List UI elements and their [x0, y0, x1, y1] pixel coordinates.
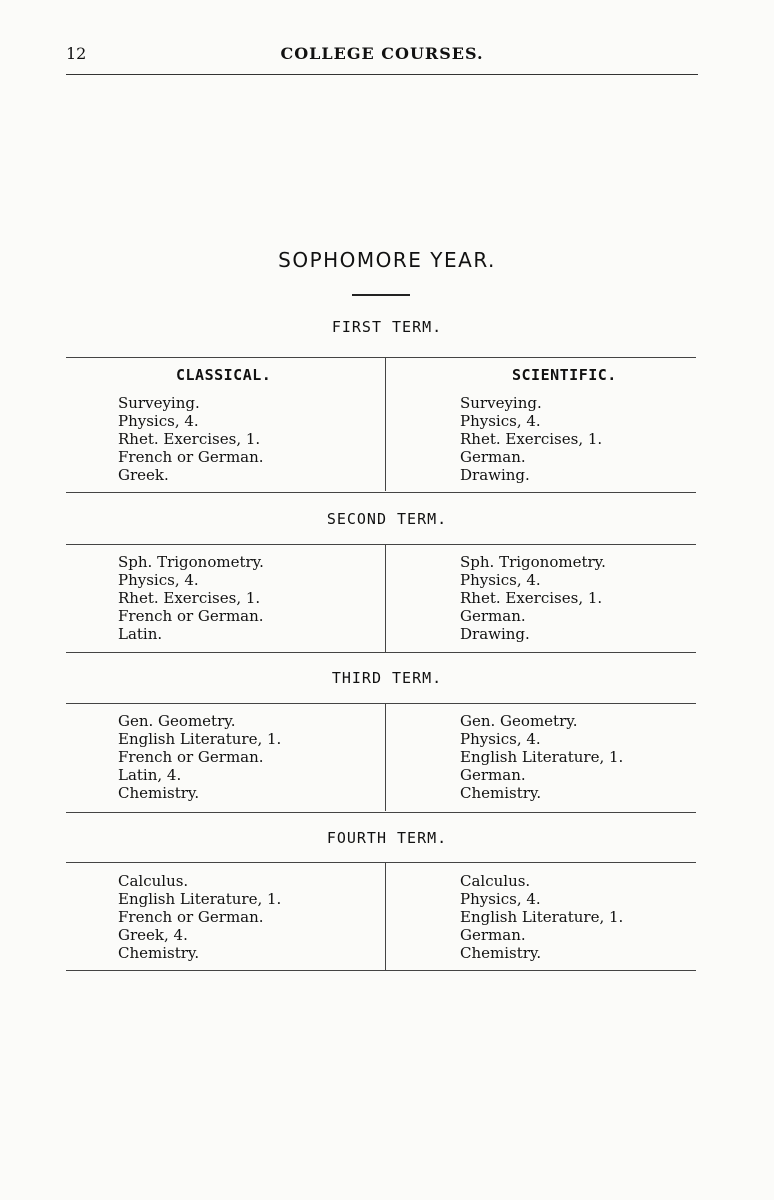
- column-header-scientific: SCIENTIFIC.: [512, 366, 617, 384]
- scientific-courses-second-term: [460, 553, 606, 643]
- course-item: Chemistry.: [118, 784, 200, 802]
- term-title-second: SECOND TERM.: [326, 510, 448, 528]
- table-rule: [66, 357, 696, 358]
- course-item: Surveying.: [460, 394, 542, 412]
- course-item: German.: [460, 448, 526, 466]
- course-item: Drawing.: [460, 625, 530, 643]
- course-item: Sph. Trigonometry.: [460, 553, 606, 571]
- column-divider: [385, 545, 386, 652]
- course-item: Sph. Trigonometry.: [118, 553, 264, 571]
- course-item: English Literature, 1.: [460, 908, 624, 926]
- table-rule: [66, 812, 696, 813]
- table-rule: [66, 492, 696, 493]
- course-item: French or German.: [118, 748, 264, 766]
- course-item: Physics, 4.: [118, 412, 199, 430]
- term-title-first: FIRST TERM.: [331, 318, 443, 336]
- course-item: German.: [460, 766, 526, 784]
- term-title-third: THIRD TERM.: [331, 669, 443, 687]
- course-item: Gen. Geometry.: [118, 712, 236, 730]
- course-item: Rhet. Exercises, 1.: [118, 589, 261, 607]
- course-item: English Literature, 1.: [118, 730, 282, 748]
- table-rule: [66, 862, 696, 863]
- course-item: Surveying.: [118, 394, 200, 412]
- header-title: COLLEGE COURSES.: [280, 44, 484, 63]
- course-item: Physics, 4.: [460, 890, 541, 908]
- classical-courses-second-term: [118, 553, 264, 643]
- course-item: Chemistry.: [460, 944, 542, 962]
- course-item: Latin, 4.: [118, 766, 182, 784]
- course-item: Calculus.: [460, 872, 531, 890]
- course-item: Physics, 4.: [118, 571, 199, 589]
- course-item: English Literature, 1.: [118, 890, 282, 908]
- classical-courses-fourth-term: [118, 872, 281, 962]
- course-item: Physics, 4.: [460, 412, 541, 430]
- course-item: Rhet. Exercises, 1.: [460, 589, 603, 607]
- ornamental-rule: [352, 294, 410, 296]
- course-item: French or German.: [118, 908, 264, 926]
- classical-courses-first-term: [118, 394, 264, 484]
- column-divider: [385, 704, 386, 811]
- course-item: Latin.: [118, 625, 163, 643]
- course-item: Gen. Geometry.: [460, 712, 578, 730]
- term-title-fourth: FOURTH TERM.: [326, 829, 448, 847]
- header-rule: [66, 74, 698, 75]
- scientific-courses-fourth-term: [460, 872, 623, 962]
- table-rule: [66, 544, 696, 545]
- table-rule: [66, 703, 696, 704]
- classical-courses-third-term: [118, 712, 281, 802]
- course-item: French or German.: [118, 607, 264, 625]
- course-item: German.: [460, 607, 526, 625]
- course-item: Rhet. Exercises, 1.: [118, 430, 261, 448]
- course-item: English Literature, 1.: [460, 748, 624, 766]
- table-rule: [66, 970, 696, 971]
- course-item: Rhet. Exercises, 1.: [460, 430, 603, 448]
- scientific-courses-first-term: [460, 394, 602, 484]
- course-item: Drawing.: [460, 466, 530, 484]
- page-number: 12: [66, 44, 87, 63]
- column-header-classical: CLASSICAL.: [176, 366, 272, 384]
- course-item: Physics, 4.: [460, 730, 541, 748]
- course-item: Physics, 4.: [460, 571, 541, 589]
- course-item: Greek, 4.: [118, 926, 188, 944]
- course-item: Calculus.: [118, 872, 189, 890]
- year-heading: SOPHOMORE YEAR.: [278, 248, 496, 272]
- course-item: Chemistry.: [118, 944, 200, 962]
- course-item: Greek.: [118, 466, 169, 484]
- running-head: [66, 44, 698, 66]
- course-item: German.: [460, 926, 526, 944]
- column-divider: [385, 358, 386, 491]
- scientific-courses-third-term: [460, 712, 623, 802]
- table-rule: [66, 652, 696, 653]
- course-item: Chemistry.: [460, 784, 542, 802]
- column-divider: [385, 863, 386, 970]
- course-item: French or German.: [118, 448, 264, 466]
